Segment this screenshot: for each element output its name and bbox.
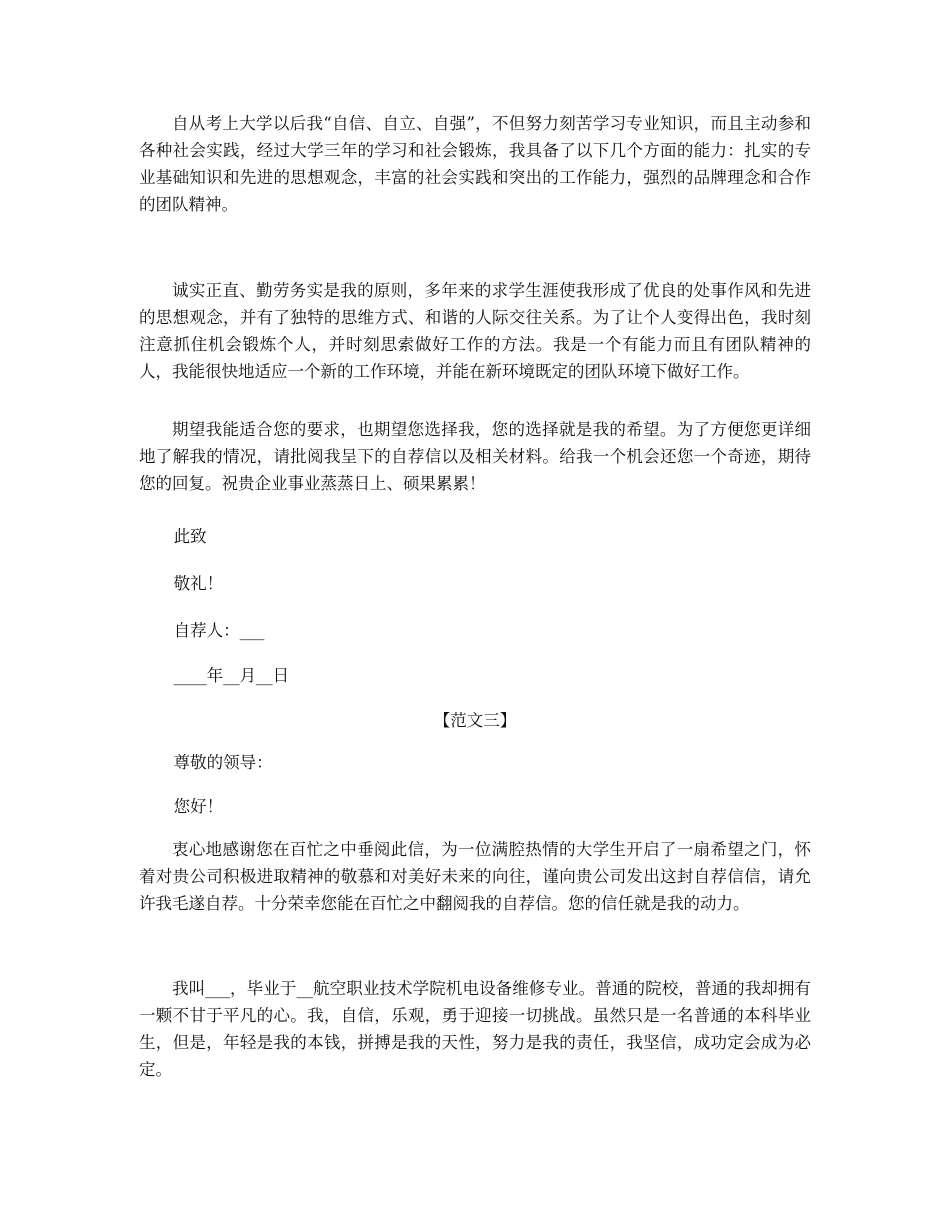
date-line: ____年__月__日 [173,666,290,685]
signature-line: 自荐人：___ [173,621,265,640]
paragraph-self-confidence: 自从考上大学以后我“自信、自立、自强”，不但努力刻苦学习专业知识，而且主动参和各种社会实践，经过大学三年的学习和社会锻炼，我具备了以下几个方面的能力：扎实的专业基础知识和先进的思想观念，丰富的社会实践和突出的工作能力，强烈的品牌理念和合作的团队精神。 [139,114,811,214]
paragraph-hope: 期望我能适合您的要求，也期望您选择我，您的选择就是我的希望。为了方便您更详细地了解我的情况，请批阅我呈下的自荐信以及相关材料。给我一个机会还您一个奇迹，期待您的回复。祝贵企业事业蒸蒸日上、硕果累累！ [139,420,811,493]
greeting: 您好！ [173,797,224,816]
section-title: 【范文三】 [433,711,517,730]
paragraph-introduction: 我叫___，毕业于__航空职业技术学院机电设备维修专业。普通的院校，普通的我却拥有一颗不甘于平凡的心。我，自信，乐观，勇于迎接一切挑战。虽然只是一名普通的本科毕业生，但是，年轻是我的本钱，拼搏是我的天性，努力是我的责任，我坚信，成功定会成为必定。 [139,979,811,1079]
salutation: 尊敬的领导： [173,753,273,772]
closing-jingli: 敬礼！ [173,574,224,593]
paragraph-thanks: 衷心地感谢您在百忙之中垂阅此信，为一位满腔热情的大学生开启了一扇希望之门，怀着对贵公司积极进取精神的敬慕和对美好未来的向往，谨向贵公司发出这封自荐信信，请允许我毛遂自荐。十分荣幸您能在百忙之中翻阅我的自荐信。您的信任就是我的动力。 [139,840,811,913]
closing-cizhi: 此致 [173,527,207,546]
paragraph-principles: 诚实正直、勤劳务实是我的原则，多年来的求学生涯使我形成了优良的处事作风和先进的思想观念，并有了独特的思维方式、和谐的人际交往关系。为了让个人变得出色，我时刻注意抓住机会锻炼个人，并时刻思索做好工作的方法。我是一个有能力而且有团队精神的人，我能很快地适应一个新的工作环境，并能在新环境既定的团队环境下做好工作。 [139,281,811,381]
